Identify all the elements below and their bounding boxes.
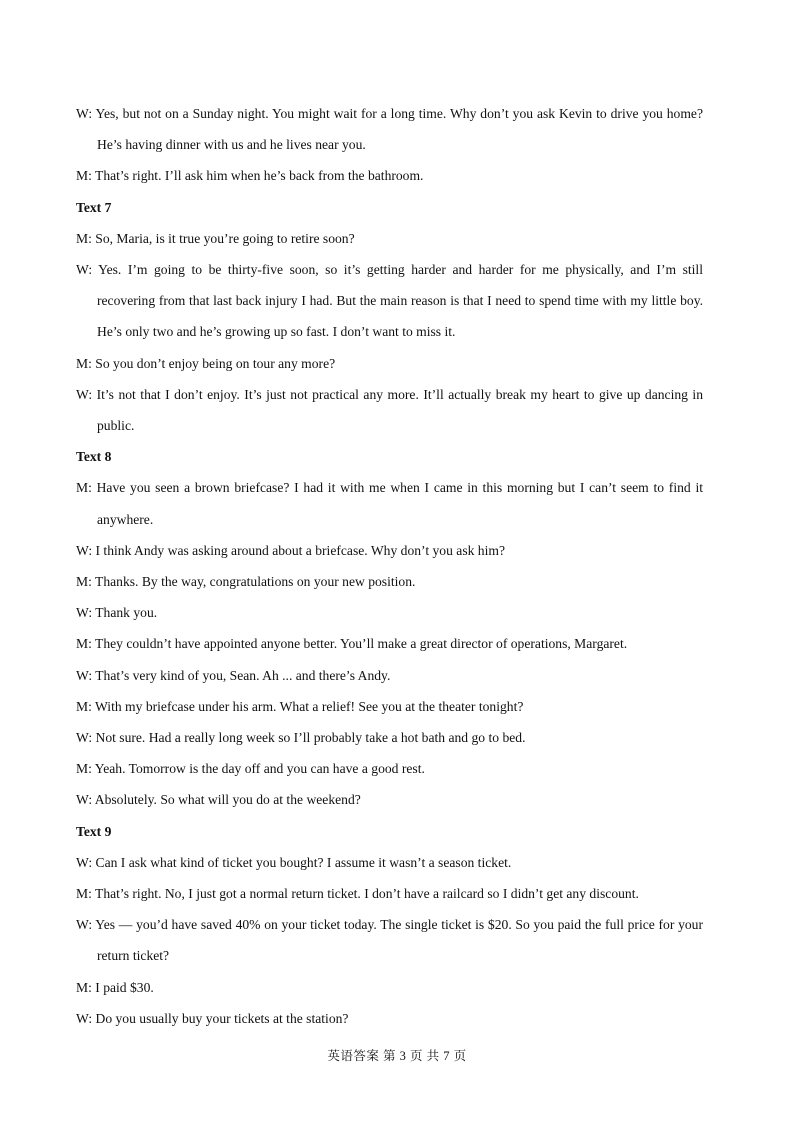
dialogue-line: M: Thanks. By the way, congratulations on your new position. xyxy=(76,574,416,590)
dialogue-line: W: Absolutely. So what will you do at the weekend? xyxy=(76,792,361,808)
dialogue-line: M: That’s right. No, I just got a normal return ticket. I don’t have a railcard so I didn’t get any discount. xyxy=(76,886,639,902)
dialogue-line: W: Can I ask what kind of ticket you bought? I assume it wasn’t a season ticket. xyxy=(76,854,512,870)
dialogue-line: M: I paid $30. xyxy=(76,979,154,995)
section-heading: Text 9 xyxy=(76,823,112,839)
dialogue-line: W: Yes — you’d have saved 40% on your ticket today. The single ticket is $20. So you paid the full price for your return ticket? xyxy=(76,917,703,964)
dialogue-line: M: That’s right. I’ll ask him when he’s back from the bathroom. xyxy=(76,168,424,184)
dialogue-line: W: I think Andy was asking around about a briefcase. Why don’t you ask him? xyxy=(76,542,505,558)
dialogue-line: W: Thank you. xyxy=(76,605,158,621)
dialogue-line: W: It’s not that I don’t enjoy. It’s just not practical any more. It’ll actually break my heart to give up dancing in public. xyxy=(76,386,703,434)
section-heading: Text 7 xyxy=(76,199,112,215)
dialogue-line: W: Not sure. Had a really long week so I’ll probably take a hot bath and go to bed. xyxy=(76,730,526,746)
dialogue-line: W: Yes. I’m going to be thirty-five soon, so it’s getting harder and harder for me physically, and I’m still recovering from that last back injury I had. But the main reason is that I need to spend time with my little boy. He’s only two and he’s growing up so fast. I don’t want to miss it. xyxy=(76,262,703,340)
dialogue-line: M: With my briefcase under his arm. What a relief! See you at the theater tonight? xyxy=(76,698,524,714)
dialogue-line: M: Have you seen a brown briefcase? I had it with me when I came in this morning but I can’t seem to find it anywhere. xyxy=(76,480,703,527)
dialogue-line: M: Yeah. Tomorrow is the day off and you can have a good rest. xyxy=(76,761,425,777)
page-footer: 英语答案 第 3 页 共 7 页 xyxy=(327,1049,467,1063)
dialogue-line: M: So, Maria, is it true you’re going to retire soon? xyxy=(76,230,355,246)
dialogue-line: W: Yes, but not on a Sunday night. You might wait for a long time. Why don’t you ask Kevin to drive you home? He’s having dinner with us and he lives near you. xyxy=(76,106,703,153)
dialogue-line: W: Do you usually buy your tickets at the station? xyxy=(76,1010,349,1026)
dialogue-line: M: So you don’t enjoy being on tour any more? xyxy=(76,355,336,371)
dialogue-line: W: That’s very kind of you, Sean. Ah ... and there’s Andy. xyxy=(76,667,391,683)
section-heading: Text 8 xyxy=(76,449,112,465)
dialogue-line: M: They couldn’t have appointed anyone better. You’ll make a great director of operations, Margaret. xyxy=(76,636,628,652)
transcript-body xyxy=(76,98,703,1034)
